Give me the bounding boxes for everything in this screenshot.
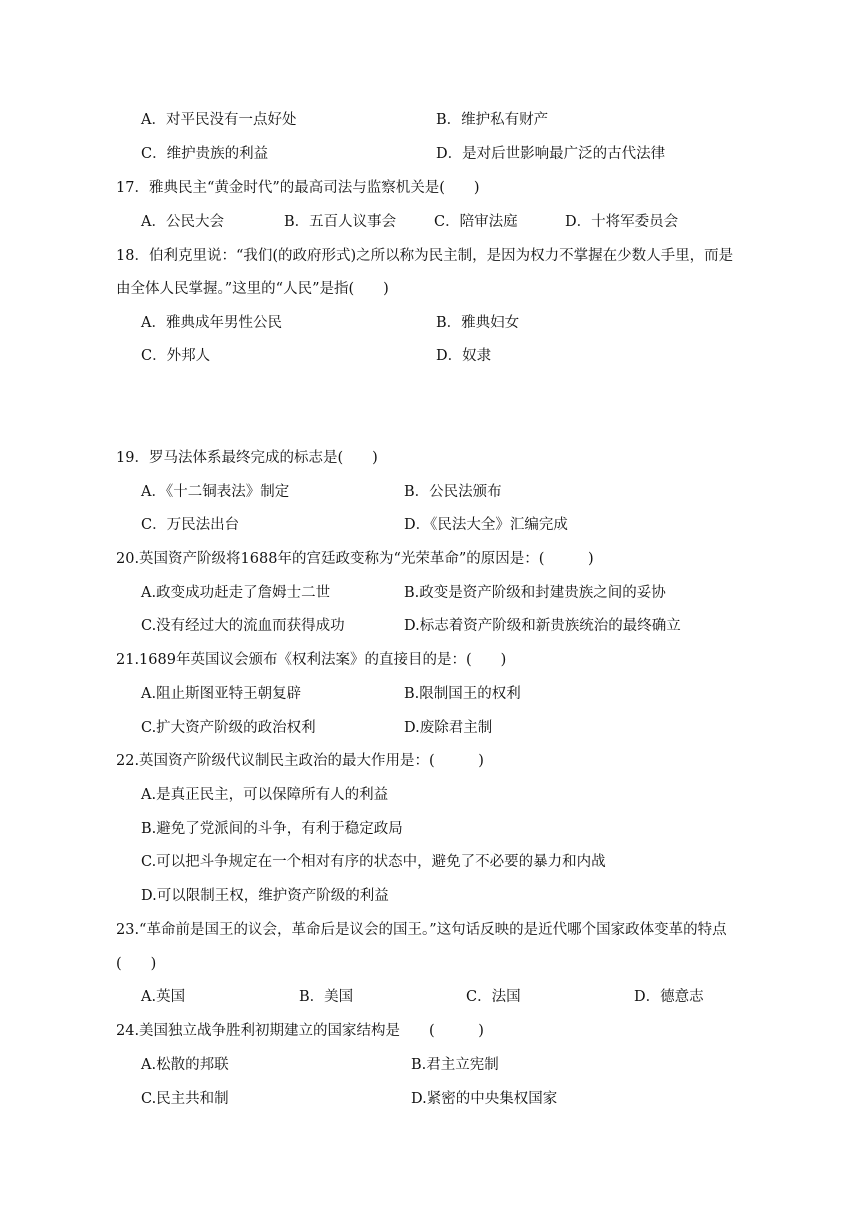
q19-option-d: D．《民法大全》汇编完成 [404, 517, 568, 533]
q21-option-c: C.扩大资产阶级的政治权利 [141, 720, 316, 736]
q21-option-a: A.阻止斯图亚特王朝复辟 [141, 686, 302, 702]
q19-option-a: A．《十二铜表法》制定 [141, 484, 290, 500]
q24-stem: 24.美国独立战争胜利初期建立的国家结构是 ( ) [116, 1023, 484, 1039]
q19-stem: 19．罗马法体系最终完成的标志是( ) [116, 450, 378, 466]
q17-stem: 17．雅典民主“黄金时代”的最高司法与监察机关是( ) [116, 180, 480, 196]
q16-option-b: B．维护私有财产 [436, 112, 549, 128]
q23-stem-line1: 23.“革命前是国王的议会，革命后是议会的国王。”这句话反映的是近代哪个国家政体变革的特点 [116, 922, 727, 938]
q18-stem-line1: 18．伯利克里说：“我们(的政府形式)之所以称为民主制，是因为权力不掌握在少数人手里，而是 [116, 248, 734, 264]
q20-stem: 20.英国资产阶级将1688年的宫廷政变称为“光荣革命”的原因是：( ) [116, 551, 594, 567]
q16-option-c: C．维护贵族的利益 [141, 146, 269, 162]
q18-option-b: B．雅典妇女 [436, 315, 520, 331]
q18-option-a: A．雅典成年男性公民 [141, 315, 282, 331]
q18-option-d: D．奴隶 [436, 348, 492, 364]
q17-option-b: B．五百人议事会 [284, 214, 397, 230]
q18-option-c: C．外邦人 [141, 348, 211, 364]
q24-option-a: A.松散的邦联 [141, 1057, 229, 1073]
q23-option-d: D．德意志 [634, 989, 704, 1005]
q17-option-a: A．公民大会 [141, 214, 224, 230]
q20-option-d: D.标志着资产阶级和新贵族统治的最终确立 [404, 618, 681, 634]
q20-option-a: A.政变成功赶走了詹姆士二世 [141, 585, 331, 601]
q22-option-a: A.是真正民主，可以保障所有人的利益 [141, 787, 389, 803]
q23-stem-line2: ( ) [116, 956, 157, 972]
q22-option-d: D.可以限制王权，维护资产阶级的利益 [141, 888, 389, 904]
q24-option-d: D.紧密的中央集权国家 [411, 1091, 558, 1107]
q21-option-d: D.废除君主制 [404, 720, 493, 736]
q19-option-b: B．公民法颁布 [404, 484, 502, 500]
q20-option-b: B.政变是资产阶级和封建贵族之间的妥协 [404, 585, 666, 601]
q21-option-b: B.限制国王的权利 [404, 686, 521, 702]
q18-stem-line2: 由全体人民掌握。”这里的“人民”是指( ) [116, 281, 389, 297]
q20-option-c: C.没有经过大的流血而获得成功 [141, 618, 345, 634]
q23-option-c: C．法国 [466, 989, 521, 1005]
q22-stem: 22.英国资产阶级代议制民主政治的最大作用是：( ) [116, 753, 484, 769]
q22-option-b: B.避免了党派间的斗争，有利于稳定政局 [141, 821, 403, 837]
q23-option-a: A.英国 [141, 989, 186, 1005]
q17-option-c: C．陪审法庭 [434, 214, 518, 230]
q19-option-c: C．万民法出台 [141, 517, 240, 533]
q16-option-d: D．是对后世影响最广泛的古代法律 [436, 146, 666, 162]
q23-option-b: B．美国 [299, 989, 354, 1005]
q21-stem: 21.1689年英国议会颁布《权利法案》的直接目的是：( ) [116, 652, 507, 668]
q24-option-c: C.民主共和制 [141, 1091, 229, 1107]
q17-option-d: D．十将军委员会 [565, 214, 679, 230]
q16-option-a: A．对平民没有一点好处 [141, 112, 297, 128]
q24-option-b: B.君主立宪制 [411, 1057, 499, 1073]
q22-option-c: C.可以把斗争规定在一个相对有序的状态中，避免了不必要的暴力和内战 [141, 854, 606, 870]
